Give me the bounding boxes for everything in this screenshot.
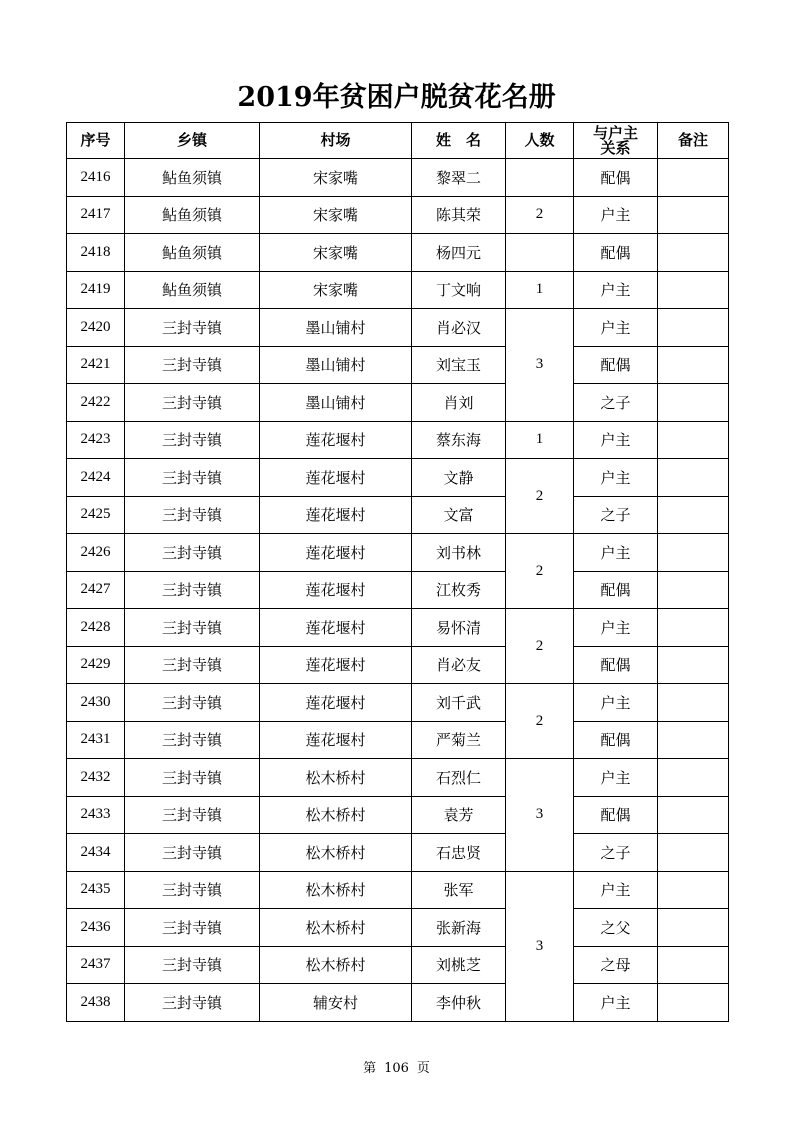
cell-village: 莲花堰村 [260, 534, 412, 572]
cell-village: 松木桥村 [260, 796, 412, 834]
table-row [67, 984, 729, 1022]
cell-village: 莲花堰村 [260, 571, 412, 609]
table-row [67, 946, 729, 984]
table-row [67, 421, 729, 459]
page-footer [0, 1057, 793, 1076]
cell-remark [658, 346, 729, 384]
cell-town: 鲇鱼须镇 [125, 196, 260, 234]
cell-seq: 2432 [67, 759, 125, 797]
cell-count: 2 [506, 684, 574, 759]
cell-relation: 之子 [574, 384, 658, 422]
cell-name: 刘宝玉 [412, 346, 506, 384]
cell-relation: 户主 [574, 459, 658, 497]
cell-seq: 2433 [67, 796, 125, 834]
cell-name: 陈其荣 [412, 196, 506, 234]
cell-remark [658, 684, 729, 722]
cell-village: 莲花堰村 [260, 609, 412, 647]
cell-remark [658, 496, 729, 534]
cell-relation: 户主 [574, 534, 658, 572]
cell-seq: 2437 [67, 946, 125, 984]
header-town: 乡镇 [125, 123, 260, 159]
cell-relation: 配偶 [574, 796, 658, 834]
table-row [67, 759, 729, 797]
cell-relation: 之母 [574, 946, 658, 984]
cell-town: 三封寺镇 [125, 609, 260, 647]
cell-village: 莲花堰村 [260, 459, 412, 497]
table-row [67, 646, 729, 684]
cell-town: 三封寺镇 [125, 984, 260, 1022]
cell-town: 三封寺镇 [125, 421, 260, 459]
cell-name: 蔡东海 [412, 421, 506, 459]
cell-village: 松木桥村 [260, 871, 412, 909]
cell-relation: 之子 [574, 496, 658, 534]
cell-village: 莲花堰村 [260, 721, 412, 759]
page-number: 106 [384, 1061, 409, 1076]
header-village: 村场 [260, 123, 412, 159]
table-row [67, 571, 729, 609]
cell-name: 杨四元 [412, 234, 506, 272]
cell-remark [658, 571, 729, 609]
cell-remark [658, 384, 729, 422]
cell-seq: 2428 [67, 609, 125, 647]
cell-town: 三封寺镇 [125, 459, 260, 497]
header-relation [574, 123, 658, 159]
cell-village: 莲花堰村 [260, 684, 412, 722]
cell-remark [658, 196, 729, 234]
cell-town: 鲇鱼须镇 [125, 234, 260, 272]
cell-town: 三封寺镇 [125, 571, 260, 609]
cell-name: 文静 [412, 459, 506, 497]
cell-relation: 配偶 [574, 721, 658, 759]
cell-seq: 2435 [67, 871, 125, 909]
cell-seq: 2425 [67, 496, 125, 534]
table-row [67, 909, 729, 947]
cell-village: 松木桥村 [260, 759, 412, 797]
cell-name: 文富 [412, 496, 506, 534]
cell-name: 刘千武 [412, 684, 506, 722]
cell-relation: 户主 [574, 684, 658, 722]
header-remark: 备注 [658, 123, 729, 159]
header-name: 姓 名 [412, 123, 506, 159]
cell-remark [658, 834, 729, 872]
cell-seq: 2430 [67, 684, 125, 722]
cell-seq: 2420 [67, 309, 125, 347]
cell-town: 鲇鱼须镇 [125, 271, 260, 309]
cell-town: 鲇鱼须镇 [125, 159, 260, 197]
cell-name: 刘书林 [412, 534, 506, 572]
cell-relation: 户主 [574, 421, 658, 459]
cell-remark [658, 309, 729, 347]
cell-town: 三封寺镇 [125, 496, 260, 534]
cell-remark [658, 796, 729, 834]
cell-seq: 2418 [67, 234, 125, 272]
table-row [67, 384, 729, 422]
cell-name: 张军 [412, 871, 506, 909]
cell-relation: 配偶 [574, 571, 658, 609]
cell-name: 肖必友 [412, 646, 506, 684]
cell-remark [658, 234, 729, 272]
cell-village: 松木桥村 [260, 946, 412, 984]
cell-relation: 配偶 [574, 234, 658, 272]
cell-name: 易怀清 [412, 609, 506, 647]
page-title: 2019年贫困户脱贫花名册 [237, 82, 556, 113]
cell-village: 松木桥村 [260, 909, 412, 947]
roster-table [66, 122, 729, 1022]
cell-seq: 2431 [67, 721, 125, 759]
table-row [67, 346, 729, 384]
cell-remark [658, 984, 729, 1022]
cell-village: 莲花堰村 [260, 421, 412, 459]
table-row [67, 796, 729, 834]
cell-remark [658, 721, 729, 759]
cell-count: 3 [506, 871, 574, 1021]
header-seq: 序号 [67, 123, 125, 159]
cell-town: 三封寺镇 [125, 384, 260, 422]
cell-name: 丁文响 [412, 271, 506, 309]
cell-name: 刘桃芝 [412, 946, 506, 984]
cell-seq: 2429 [67, 646, 125, 684]
cell-village: 莲花堰村 [260, 646, 412, 684]
cell-remark [658, 421, 729, 459]
cell-town: 三封寺镇 [125, 834, 260, 872]
cell-village: 莲花堰村 [260, 496, 412, 534]
cell-village: 墨山铺村 [260, 309, 412, 347]
cell-village: 宋家嘴 [260, 234, 412, 272]
cell-town: 三封寺镇 [125, 759, 260, 797]
cell-remark [658, 609, 729, 647]
cell-name: 黎翠二 [412, 159, 506, 197]
table-row [67, 271, 729, 309]
cell-seq: 2434 [67, 834, 125, 872]
cell-relation: 户主 [574, 609, 658, 647]
cell-count: 2 [506, 196, 574, 234]
cell-count: 2 [506, 609, 574, 684]
cell-town: 三封寺镇 [125, 684, 260, 722]
cell-town: 三封寺镇 [125, 946, 260, 984]
cell-name: 肖必汉 [412, 309, 506, 347]
cell-seq: 2436 [67, 909, 125, 947]
cell-relation: 户主 [574, 759, 658, 797]
cell-relation: 户主 [574, 309, 658, 347]
table-row [67, 871, 729, 909]
cell-count: 2 [506, 534, 574, 609]
cell-relation: 配偶 [574, 346, 658, 384]
table-row [67, 159, 729, 197]
table-row [67, 309, 729, 347]
cell-remark [658, 534, 729, 572]
cell-seq: 2417 [67, 196, 125, 234]
cell-count [506, 234, 574, 272]
cell-seq: 2427 [67, 571, 125, 609]
cell-relation: 户主 [574, 984, 658, 1022]
cell-relation: 之子 [574, 834, 658, 872]
cell-name: 张新海 [412, 909, 506, 947]
header-relation-line1: 与户主 [592, 123, 638, 142]
cell-count: 1 [506, 421, 574, 459]
cell-name: 肖刘 [412, 384, 506, 422]
cell-seq: 2426 [67, 534, 125, 572]
cell-relation: 户主 [574, 196, 658, 234]
table-row [67, 496, 729, 534]
table-row [67, 684, 729, 722]
cell-town: 三封寺镇 [125, 796, 260, 834]
cell-seq: 2422 [67, 384, 125, 422]
cell-remark [658, 159, 729, 197]
footer-suffix: 页 [416, 1061, 430, 1076]
cell-name: 江枚秀 [412, 571, 506, 609]
table-row [67, 534, 729, 572]
cell-count: 3 [506, 309, 574, 422]
cell-town: 三封寺镇 [125, 534, 260, 572]
cell-remark [658, 759, 729, 797]
cell-name: 严菊兰 [412, 721, 506, 759]
header-relation-line2: 关系 [600, 138, 631, 157]
cell-village: 辅安村 [260, 984, 412, 1022]
cell-town: 三封寺镇 [125, 309, 260, 347]
cell-seq: 2423 [67, 421, 125, 459]
cell-count: 2 [506, 459, 574, 534]
cell-count [506, 159, 574, 197]
footer-prefix: 第 [363, 1061, 377, 1076]
cell-relation: 户主 [574, 871, 658, 909]
table-row [67, 234, 729, 272]
cell-village: 宋家嘴 [260, 271, 412, 309]
cell-seq: 2438 [67, 984, 125, 1022]
cell-relation: 配偶 [574, 159, 658, 197]
cell-village: 墨山铺村 [260, 346, 412, 384]
cell-relation: 户主 [574, 271, 658, 309]
cell-town: 三封寺镇 [125, 871, 260, 909]
cell-seq: 2416 [67, 159, 125, 197]
cell-remark [658, 271, 729, 309]
header-row [67, 123, 729, 159]
cell-village: 宋家嘴 [260, 196, 412, 234]
cell-town: 三封寺镇 [125, 721, 260, 759]
cell-village: 宋家嘴 [260, 159, 412, 197]
cell-relation: 配偶 [574, 646, 658, 684]
cell-seq: 2419 [67, 271, 125, 309]
cell-count: 1 [506, 271, 574, 309]
table-row [67, 196, 729, 234]
cell-village: 松木桥村 [260, 834, 412, 872]
cell-name: 袁芳 [412, 796, 506, 834]
cell-name: 石忠贤 [412, 834, 506, 872]
cell-remark [658, 871, 729, 909]
cell-remark [658, 909, 729, 947]
cell-name: 石烈仁 [412, 759, 506, 797]
table-row [67, 459, 729, 497]
cell-town: 三封寺镇 [125, 646, 260, 684]
cell-town: 三封寺镇 [125, 346, 260, 384]
cell-remark [658, 459, 729, 497]
table-row [67, 609, 729, 647]
cell-seq: 2424 [67, 459, 125, 497]
cell-remark [658, 946, 729, 984]
cell-name: 李仲秋 [412, 984, 506, 1022]
cell-count: 3 [506, 759, 574, 872]
cell-remark [658, 646, 729, 684]
cell-seq: 2421 [67, 346, 125, 384]
header-count: 人数 [506, 123, 574, 159]
cell-relation: 之父 [574, 909, 658, 947]
cell-town: 三封寺镇 [125, 909, 260, 947]
table-row [67, 834, 729, 872]
table-row [67, 721, 729, 759]
cell-village: 墨山铺村 [260, 384, 412, 422]
